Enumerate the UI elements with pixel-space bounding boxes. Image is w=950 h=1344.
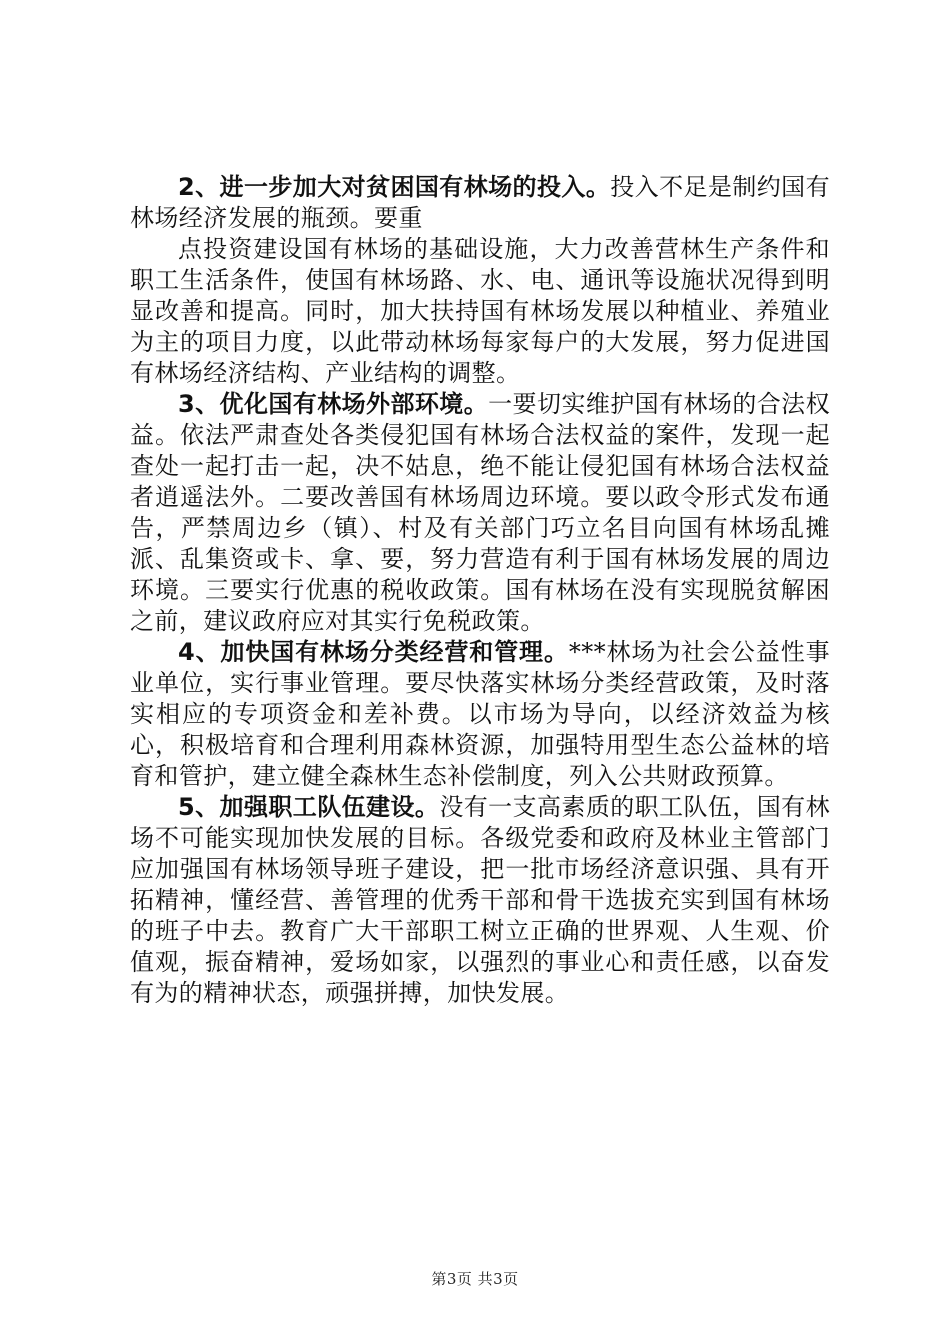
paragraph-5-text: 没有一支高素质的职工队伍，国有林场不可能实现加快发展的目标。各级党委和政府及林业主管部门应加强国有林场领导班子建设，把一批市场经济意识强、具有开拓精神，懂经营、善管理的优秀干部和骨干选拔充实到国有林场的班子中去。教育广大干部职工树立正确的世界观、人生观、价值观，振奋精神，爱场如家，以强烈的事业心和责任感，以奋发有为的精神状态，顽强拼搏，加快发展。: [130, 793, 830, 1007]
paragraph-4-text: ***林场为社会公益性事业单位，实行事业管理。要尽快落实林场分类经营政策，及时落实相应的专项资金和差补费。以市场为导向，以经济效益为核心，积极培育和合理利用森林资源，加强特用型生态公益林的培育和管护，建立健全森林生态补偿制度，列入公共财政预算。: [130, 638, 830, 790]
paragraph-4: [130, 637, 830, 792]
paragraph-3: [130, 389, 830, 637]
page-footer: 第3页 共3页: [431, 1270, 519, 1288]
document-body: [130, 172, 830, 1009]
paragraph-3-text: 一要切实维护国有林场的合法权益。依法严肃查处各类侵犯国有林场合法权益的案件，发现一起查处一起打击一起，决不姑息，绝不能让侵犯国有林场合法权益者逍遥法外。二要改善国有林场周边环境。要以政令形式发布通告，严禁周边乡（镇）、村及有关部门巧立名目向国有林场乱摊派、乱集资或卡、拿、要，努力营造有利于国有林场发展的周边环境。三要实行优惠的税收政策。国有林场在没有实现脱贫解困之前，建议政府应对其实行免税政策。: [130, 390, 830, 635]
paragraph-5: [130, 792, 830, 1009]
paragraph-4-heading: 4、加快国有林场分类经营和管理。: [178, 638, 569, 666]
paragraph-3-heading: 3、优化国有林场外部环境。: [178, 390, 489, 418]
paragraph-2-text: 投入不足是制约国有林场经济发展的瓶颈。要重: [130, 173, 830, 232]
paragraph-2: [130, 172, 830, 234]
paragraph-5-heading: 5、加强职工队伍建设。: [178, 793, 440, 821]
paragraph-2-continued: [130, 234, 830, 389]
paragraph-2-heading: 2、进一步加大对贫困国有林场的投入。: [178, 173, 611, 201]
paragraph-2-continued-text: 点投资建设国有林场的基础设施，大力改善营林生产条件和职工生活条件，使国有林场路、水、电、通讯等设施状况得到明显改善和提高。同时，加大扶持国有林场发展以种植业、养殖业为主的项目力度，以此带动林场每家每户的大发展，努力促进国有林场经济结构、产业结构的调整。: [130, 235, 830, 387]
